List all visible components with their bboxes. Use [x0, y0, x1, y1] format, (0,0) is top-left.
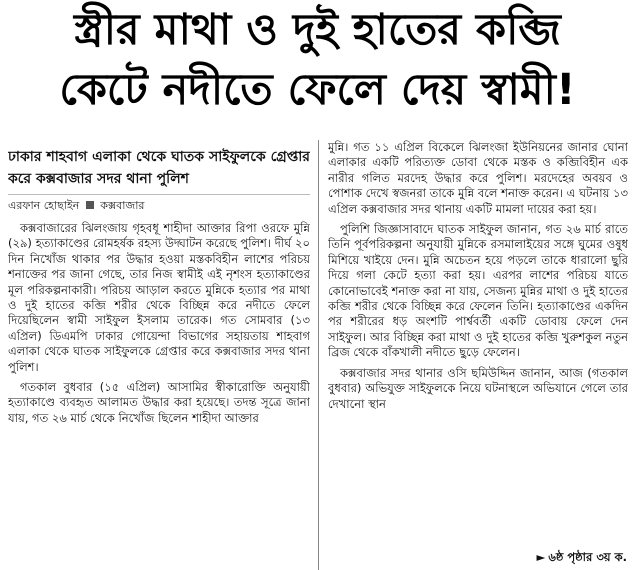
right-column — [328, 140, 628, 570]
headline — [0, 0, 635, 128]
body-paragraph: কক্সবাজারের ঝিলংজায় গৃহবধূ শাহীদা আক্তার রিপা ওরফে মুন্নি (২৯) হত্যাকাণ্ডের রোমহর্ষক রহস্য উদ্ঘাটন করেছে পুলিশ। দীর্ঘ ২০ দিন নিখোঁজ থাকার পর উদ্ধার হওয়া মস্তকবিহীন লাশের পরিচয় শনাক্তের পর জানা গেছে, তার নিজ স্বামীই এই নৃশংস হত্যাকাণ্ডের মূল পরিকল্পনাকারী। পরিচয় আড়াল করতে মুন্নিকে হত্যার পর মাথা ও দুই হাতের কব্জি শরীর থেকে বিচ্ছিন্ন করে নদীতে ফেলে দিয়েছিলেন স্বামী সাইফুল ইসলাম তারেক। গত সোমবার (১৩ এপ্রিল) ডিএমপি ঢাকার গোয়েন্দা বিভাগের সহায়তায় শাহবাগ এলাকা থেকে ঘাতক সাইফুলকে গ্রেপ্তার করে কক্সবাজার সদর থানা পুলিশ। — [8, 221, 310, 374]
headline-line-2: কেটে নদীতে ফেলে দেয় স্বামী! — [59, 65, 576, 115]
body-paragraph: গতকাল বুধবার (১৫ এপ্রিল) আসামির স্বীকারোক্তি অনুযায়ী হত্যাকাণ্ডে ব্যবহৃত আলামত উদ্ধার করা হয়েছে। তদন্ত সূত্রে জানা যায়, গত ২৬ মার্চ থেকে নিখোঁজ ছিলেন শাহীদা আক্তার — [8, 380, 310, 425]
byline — [8, 197, 310, 215]
column-divider — [318, 140, 319, 570]
body-paragraph: কক্সবাজার সদর থানার ওসি ছমিউদ্দিন জানান, আজ (গতকাল বুধবার) অভিযুক্ত সাইফুলকে নিয়ে ঘটনাস্থলে অভিযানে গেলে তার দেখানো স্থান — [328, 365, 628, 411]
continuation-note — [537, 549, 627, 568]
headline-line-1: স্ত্রীর মাথা ও দুই হাতের কব্জি — [74, 5, 561, 55]
square-bullet-icon — [86, 201, 94, 209]
byline-author: এরফান হোছাইন — [8, 199, 80, 212]
continuation-text: ৬ষ্ঠ পৃষ্ঠার ৩য় ক. — [548, 550, 627, 564]
left-column — [8, 140, 310, 570]
body-paragraph: মুন্নি। গত ১১ এপ্রিল বিকেলে ঝিলংজা ইউনিয়নের জানার ঘোনা এলাকার একটি পরিত্যক্ত ডোবা থেকে মস্তক ও কব্জিবিহীন এক নারীর গলিত মরদেহ উদ্ধার করে পুলিশ। মরদেহের অবয়ব ও পোশাক দেখে স্বজনরা তাকে মুন্নি বলে শনাক্ত করেন। এ ঘটনায় ১৩ এপ্রিল কক্সবাজার সদর থানায় একটি মামলা দায়ের করা হয়। — [328, 140, 628, 216]
body-paragraph: পুলিশি জিজ্ঞাসাবাদে ঘাতক সাইফুল জানান, গত ২৬ মার্চ রাতে তিনি পূর্বপরিকল্পনা অনুযায়ী মুন্নিকে রসমালাইয়ের সঙ্গে ঘুমের ওষুধ মিশিয়ে খাইয়ে দেন। মুন্নি অচেতন হয়ে পড়লে তাকে ধারালো ছুরি দিয়ে গলা কেটে হত্যা করা হয়। এরপর লাশের পরিচয় যাতে কোনোভাবেই শনাক্ত করা না যায়, সেজন্য মুন্নির মাথা ও দুই হাতের কব্জি শরীর থেকে বিচ্ছিন্ন করে ফেলেন তিনি। হত্যাকাণ্ডের একদিন পর শরীরের ধড় অংশটি পার্শ্ববর্তী একটি ডোবায় ফেলে দেন সাইফুল। আর বিচ্ছিন্ন করা মাথা ও দুই হাতের কব্জি খুরুশকুল নতুন ব্রিজ থেকে বাঁকখালী নদীতে ছুড়ে ফেলেন। — [328, 222, 628, 360]
subheadline: ঢাকার শাহবাগ এলাকা থেকে ঘাতক সাইফুলকে গ্রেপ্তার করে কক্সবাজার সদর থানা পুলিশ — [8, 146, 310, 195]
byline-location: কক্সবাজার — [100, 199, 145, 212]
arrow-right-icon: ► — [536, 550, 546, 564]
